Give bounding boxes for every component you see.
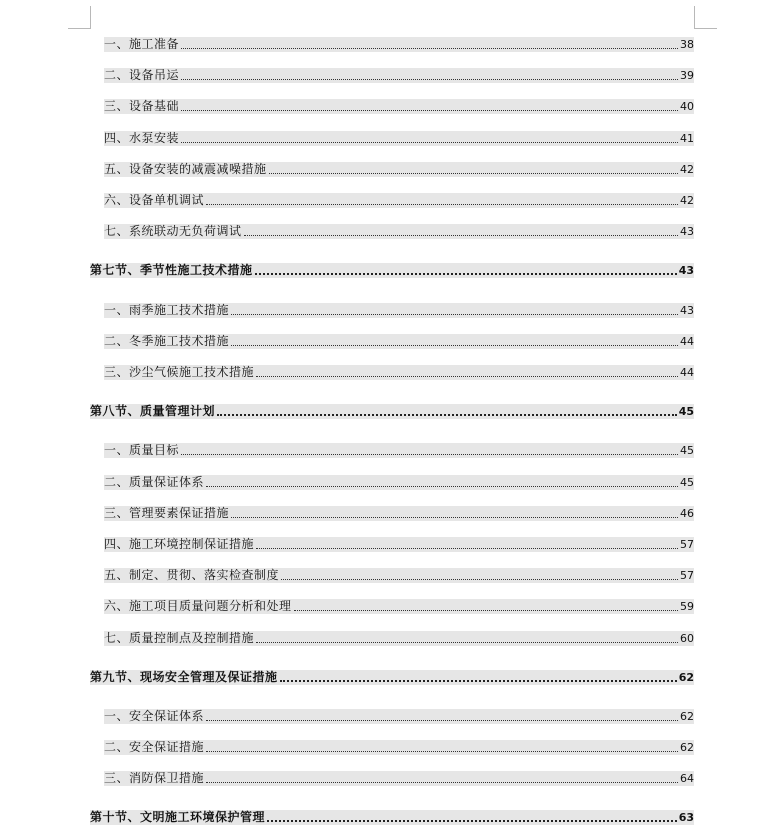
toc-entry[interactable]	[104, 99, 694, 114]
toc-page-number: 43	[678, 264, 694, 277]
toc-page-number: 45	[678, 405, 694, 418]
toc-entry-label: 五、制定、贯彻、落实检查制度	[104, 568, 280, 582]
toc-dot-leader	[294, 609, 678, 611]
toc-page-number: 38	[680, 38, 694, 51]
toc-page-number: 42	[680, 194, 694, 207]
toc-section-entry[interactable]	[90, 263, 694, 278]
toc-page-number: 42	[680, 163, 694, 176]
toc-dot-leader	[206, 781, 678, 783]
toc-entry[interactable]	[104, 193, 694, 208]
toc-entry-label: 二、冬季施工技术措施	[104, 334, 230, 348]
toc-page-number: 41	[680, 132, 694, 145]
toc-entry-label: 三、管理要素保证措施	[104, 506, 230, 520]
toc-dot-leader	[206, 750, 678, 752]
toc-dot-leader	[206, 485, 678, 487]
toc-section-entry[interactable]	[90, 810, 694, 825]
toc-dot-leader	[181, 453, 678, 455]
toc-entry[interactable]	[104, 443, 694, 458]
toc-entry-label: 五、设备安装的减震减噪措施	[104, 162, 267, 176]
toc-page-number: 62	[680, 741, 694, 754]
toc-entry-label: 四、施工环境控制保证措施	[104, 537, 255, 551]
toc-dot-leader	[267, 820, 677, 822]
toc-section-label: 第七节、季节性施工技术措施	[90, 263, 253, 277]
toc-page-number: 40	[680, 100, 694, 113]
toc-entry[interactable]	[104, 365, 694, 380]
toc-entry[interactable]	[104, 162, 694, 177]
toc-entry[interactable]	[104, 740, 694, 755]
page-corner-mark-left	[68, 6, 91, 29]
toc-entry-label: 七、系统联动无负荷调试	[104, 224, 242, 238]
toc-entry-label: 四、水泵安装	[104, 131, 180, 145]
toc-entry-label: 六、设备单机调试	[104, 193, 205, 207]
toc-section-entry[interactable]	[90, 670, 694, 685]
toc-page-number: 44	[680, 366, 694, 379]
toc-dot-leader	[206, 719, 678, 721]
toc-dot-leader	[231, 344, 678, 346]
toc-entry-label: 二、安全保证措施	[104, 740, 205, 754]
toc-page-number: 39	[680, 69, 694, 82]
toc-dot-leader	[206, 203, 678, 205]
toc-page-number: 64	[680, 772, 694, 785]
toc-entry[interactable]	[104, 599, 694, 614]
toc-section-label: 第十节、文明施工环境保护管理	[90, 810, 266, 824]
toc-section-label: 第八节、质量管理计划	[90, 404, 216, 418]
toc-entry[interactable]	[104, 475, 694, 490]
toc-entry[interactable]	[104, 131, 694, 146]
toc-entry[interactable]	[104, 303, 694, 318]
toc-page-number: 46	[680, 507, 694, 520]
toc-entry[interactable]	[104, 631, 694, 646]
toc-page-number: 62	[680, 710, 694, 723]
toc-dot-leader	[181, 141, 678, 143]
toc-entry[interactable]	[104, 771, 694, 786]
toc-entry-label: 七、质量控制点及控制措施	[104, 631, 255, 645]
toc-entry[interactable]	[104, 37, 694, 52]
toc-entry-label: 二、设备吊运	[104, 68, 180, 82]
toc-entry-label: 一、雨季施工技术措施	[104, 303, 230, 317]
toc-dot-leader	[217, 414, 677, 416]
toc-entry-label: 三、消防保卫措施	[104, 771, 205, 785]
toc-entry[interactable]	[104, 506, 694, 521]
toc-page-number: 60	[680, 632, 694, 645]
toc-page-number: 43	[680, 304, 694, 317]
toc-page-number: 43	[680, 225, 694, 238]
toc-page-number: 57	[680, 569, 694, 582]
toc-dot-leader	[280, 680, 677, 682]
toc-section-label: 第九节、现场安全管理及保证措施	[90, 670, 278, 684]
toc-entry-label: 一、施工准备	[104, 37, 180, 51]
toc-dot-leader	[256, 375, 678, 377]
toc-dot-leader	[181, 78, 678, 80]
toc-dot-leader	[231, 313, 678, 315]
toc-entry[interactable]	[104, 568, 694, 583]
toc-page-number: 59	[680, 600, 694, 613]
toc-entry-label: 六、施工项目质量问题分析和处理	[104, 599, 292, 613]
toc-page-number: 45	[680, 444, 694, 457]
toc-dot-leader	[255, 273, 677, 275]
toc-dot-leader	[281, 578, 678, 580]
toc-dot-leader	[181, 47, 678, 49]
toc-section-entry[interactable]	[90, 404, 694, 419]
toc-page-number: 45	[680, 476, 694, 489]
toc-dot-leader	[181, 109, 678, 111]
toc-page-number: 63	[678, 811, 694, 824]
toc-entry[interactable]	[104, 709, 694, 724]
toc-dot-leader	[231, 516, 678, 518]
toc-entry-label: 一、质量目标	[104, 443, 180, 457]
toc-entry-label: 三、沙尘气候施工技术措施	[104, 365, 255, 379]
toc-dot-leader	[256, 641, 678, 643]
toc-entry-label: 三、设备基础	[104, 99, 180, 113]
toc-page-number: 62	[678, 671, 694, 684]
toc-page-number: 57	[680, 538, 694, 551]
toc-entry[interactable]	[104, 334, 694, 349]
toc-dot-leader	[256, 547, 678, 549]
toc-entry[interactable]	[104, 224, 694, 239]
toc-entry-label: 二、质量保证体系	[104, 475, 205, 489]
page-corner-mark-right	[694, 6, 717, 29]
toc-page-number: 44	[680, 335, 694, 348]
toc-dot-leader	[244, 234, 678, 236]
toc-entry[interactable]	[104, 537, 694, 552]
toc-entry-label: 一、安全保证体系	[104, 709, 205, 723]
toc-dot-leader	[269, 172, 678, 174]
toc-entry[interactable]	[104, 68, 694, 83]
